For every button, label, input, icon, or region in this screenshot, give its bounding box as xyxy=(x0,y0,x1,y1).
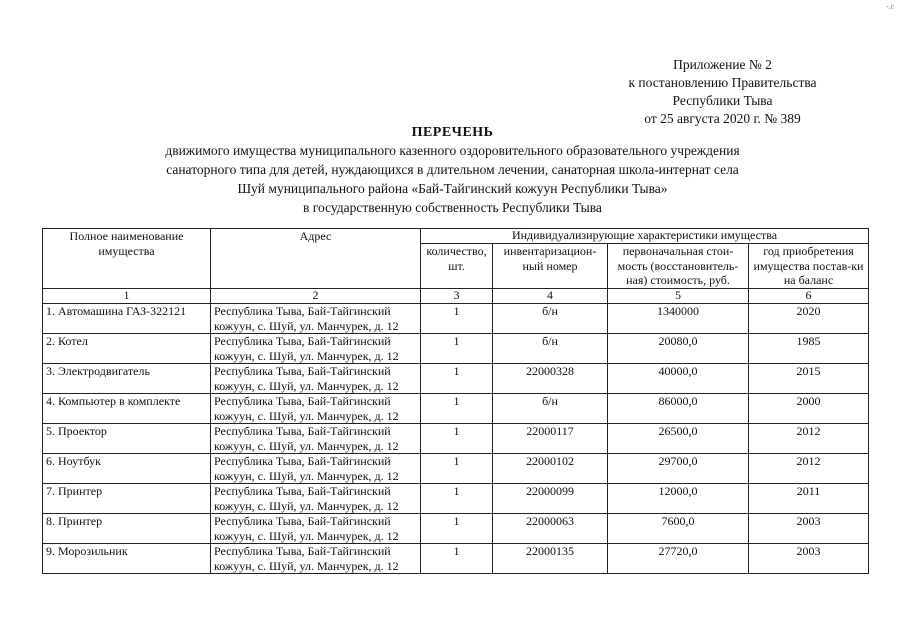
cell-cost: 1340000 xyxy=(608,304,749,334)
cell-quantity: 1 xyxy=(421,334,493,364)
subtitle-line-4: в государственную собственность Республики Тыва xyxy=(303,200,602,215)
table-row xyxy=(43,454,869,484)
cell-inventory: 22000099 xyxy=(493,484,608,514)
cell-inventory: 22000135 xyxy=(493,544,608,574)
header-year: год приобретения имущества постав-ки на баланс xyxy=(749,244,869,289)
cell-address: Республика Тыва, Бай-Тайгинский кожуун, с. Шуй, ул. Манчурек, д. 12 xyxy=(211,454,421,484)
cell-inventory: 22000063 xyxy=(493,514,608,544)
table-row xyxy=(43,394,869,424)
cell-name: 2. Котел xyxy=(43,334,211,364)
appendix-block xyxy=(600,56,845,128)
header-name: Полное наименование имущества xyxy=(43,229,211,289)
subtitle-line-2: санаторного типа для детей, нуждающихся в длительном лечении, санаторная школа-интернат села xyxy=(166,162,739,177)
document-title: ПЕРЕЧЕНЬ xyxy=(411,125,494,140)
cell-name: 4. Компьютер в комплекте xyxy=(43,394,211,424)
table-row xyxy=(43,334,869,364)
cell-inventory: 22000328 xyxy=(493,364,608,394)
appendix-line-1: Приложение № 2 xyxy=(673,57,772,72)
column-number: 4 xyxy=(493,289,608,304)
column-number: 5 xyxy=(608,289,749,304)
header-characteristics: Индивидуализирующие характеристики имущества xyxy=(421,229,869,244)
appendix-line-3: Республики Тыва xyxy=(672,93,773,108)
cell-inventory: 22000117 xyxy=(493,424,608,454)
header-quantity: количество, шт. xyxy=(421,244,493,289)
column-number: 3 xyxy=(421,289,493,304)
cell-quantity: 1 xyxy=(421,394,493,424)
cell-quantity: 1 xyxy=(421,454,493,484)
cell-year: 2011 xyxy=(749,484,869,514)
header-cost: первоначальная стои-мость (восстановитель-ная) стоимость, руб. xyxy=(608,244,749,289)
cell-year: 2012 xyxy=(749,424,869,454)
cell-year: 1985 xyxy=(749,334,869,364)
cell-inventory: б/н xyxy=(493,394,608,424)
cell-name: 7. Принтер xyxy=(43,484,211,514)
cell-inventory: 22000102 xyxy=(493,454,608,484)
table-row xyxy=(43,364,869,394)
cell-cost: 7600,0 xyxy=(608,514,749,544)
cell-address: Республика Тыва, Бай-Тайгинский кожуун, с. Шуй, ул. Манчурек, д. 12 xyxy=(211,484,421,514)
cell-name: 5. Проектор xyxy=(43,424,211,454)
cell-address: Республика Тыва, Бай-Тайгинский кожуун, с. Шуй, ул. Манчурек, д. 12 xyxy=(211,304,421,334)
column-number: 1 xyxy=(43,289,211,304)
cell-cost: 26500,0 xyxy=(608,424,749,454)
cell-quantity: 1 xyxy=(421,364,493,394)
cell-cost: 27720,0 xyxy=(608,544,749,574)
cell-address: Республика Тыва, Бай-Тайгинский кожуун, с. Шуй, ул. Манчурек, д. 12 xyxy=(211,514,421,544)
cell-quantity: 1 xyxy=(421,514,493,544)
cell-cost: 86000,0 xyxy=(608,394,749,424)
cell-year: 2015 xyxy=(749,364,869,394)
appendix-line-2: к постановлению Правительства xyxy=(628,75,817,90)
column-number: 2 xyxy=(211,289,421,304)
cell-name: 8. Принтер xyxy=(43,514,211,544)
cell-address: Республика Тыва, Бай-Тайгинский кожуун, с. Шуй, ул. Манчурек, д. 12 xyxy=(211,544,421,574)
cell-cost: 29700,0 xyxy=(608,454,749,484)
cell-year: 2003 xyxy=(749,514,869,544)
cell-quantity: 1 xyxy=(421,544,493,574)
cell-cost: 12000,0 xyxy=(608,484,749,514)
cell-year: 2020 xyxy=(749,304,869,334)
cell-name: 6. Ноутбук xyxy=(43,454,211,484)
document-subtitle xyxy=(60,141,845,217)
cell-cost: 20080,0 xyxy=(608,334,749,364)
cell-address: Республика Тыва, Бай-Тайгинский кожуун, с. Шуй, ул. Манчурек, д. 12 xyxy=(211,394,421,424)
cell-name: 3. Электродвигатель xyxy=(43,364,211,394)
column-numbers-row xyxy=(43,289,869,304)
table-header-row xyxy=(43,229,869,244)
column-number: 6 xyxy=(749,289,869,304)
corner-mark: -.c xyxy=(886,2,895,11)
cell-cost: 40000,0 xyxy=(608,364,749,394)
cell-year: 2000 xyxy=(749,394,869,424)
cell-address: Республика Тыва, Бай-Тайгинский кожуун, с. Шуй, ул. Манчурек, д. 12 xyxy=(211,424,421,454)
cell-year: 2003 xyxy=(749,544,869,574)
cell-year: 2012 xyxy=(749,454,869,484)
cell-quantity: 1 xyxy=(421,304,493,334)
header-address: Адрес xyxy=(211,229,421,289)
subtitle-line-3: Шуй муниципального района «Бай-Тайгинский кожуун Республики Тыва» xyxy=(237,181,668,196)
cell-name: 9. Морозильник xyxy=(43,544,211,574)
assets-table xyxy=(42,228,869,574)
table-row xyxy=(43,514,869,544)
cell-inventory: б/н xyxy=(493,334,608,364)
table-row xyxy=(43,424,869,454)
table-row xyxy=(43,304,869,334)
cell-quantity: 1 xyxy=(421,484,493,514)
cell-address: Республика Тыва, Бай-Тайгинский кожуун, с. Шуй, ул. Манчурек, д. 12 xyxy=(211,364,421,394)
cell-name: 1. Автомашина ГАЗ-322121 xyxy=(43,304,211,334)
cell-address: Республика Тыва, Бай-Тайгинский кожуун, с. Шуй, ул. Манчурек, д. 12 xyxy=(211,334,421,364)
cell-inventory: б/н xyxy=(493,304,608,334)
header-inventory: инвентаризацион-ный номер xyxy=(493,244,608,289)
appendix-line-4: от 25 августа 2020 г. № 389 xyxy=(644,111,801,126)
table-row xyxy=(43,484,869,514)
subtitle-line-1: движимого имущества муниципального казенного оздоровительного образовательного учреждения xyxy=(165,143,740,158)
table-row xyxy=(43,544,869,574)
cell-quantity: 1 xyxy=(421,424,493,454)
